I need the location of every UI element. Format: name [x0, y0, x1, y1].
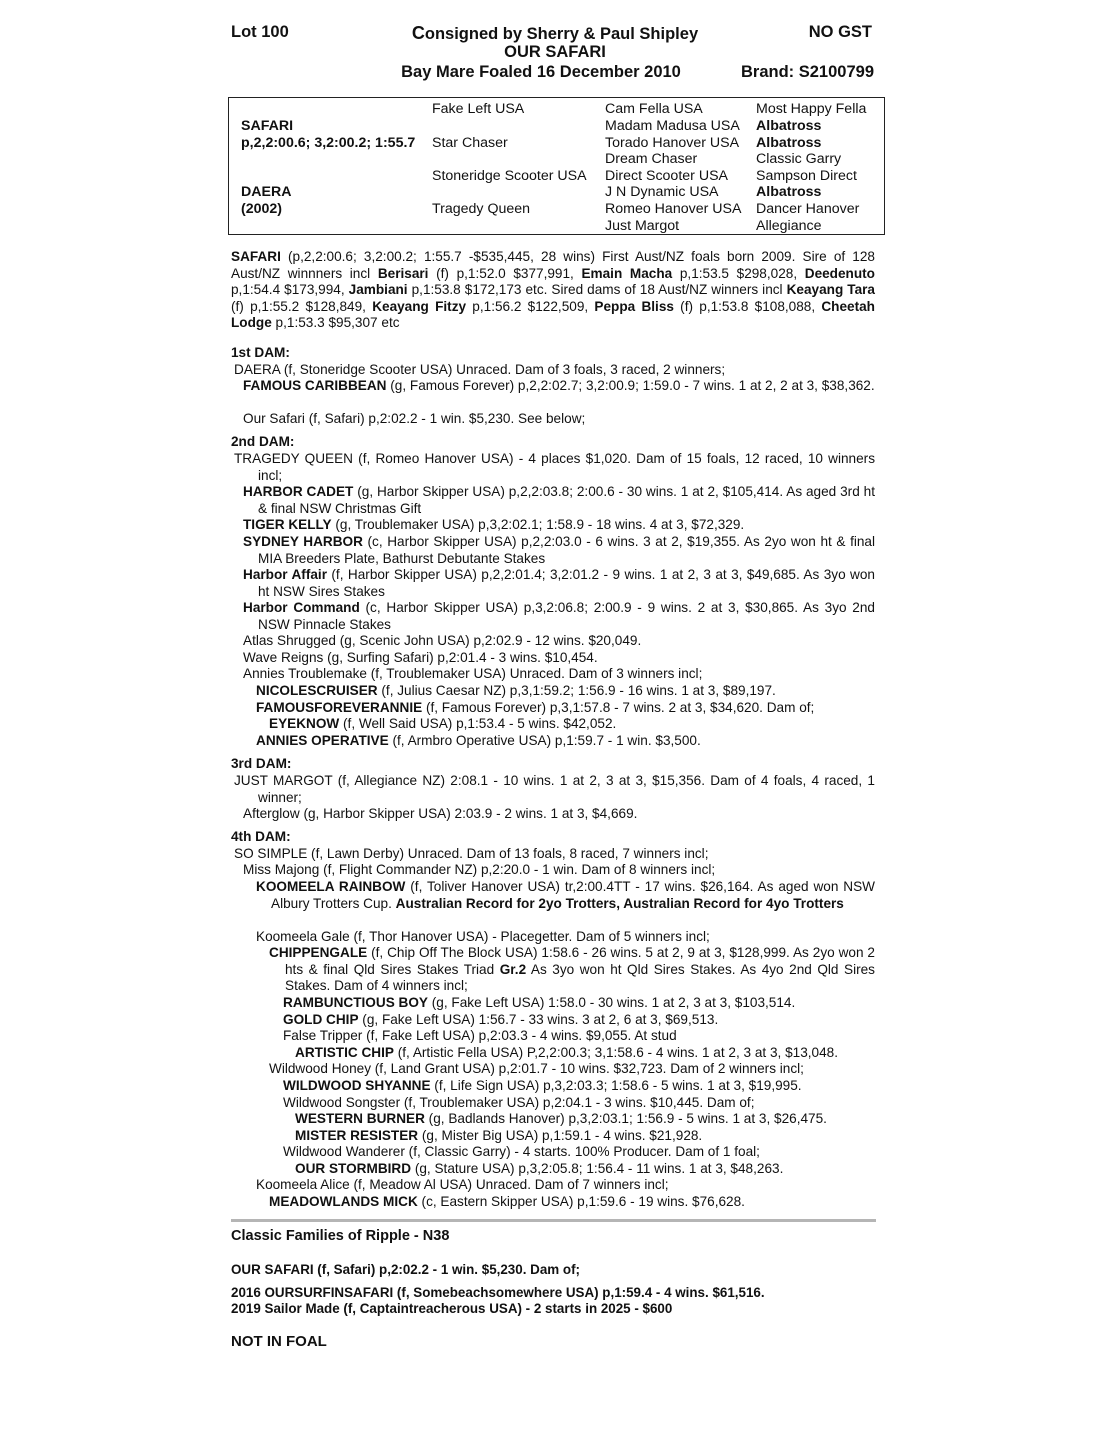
horse-record: (c, Eastern Skipper USA) p,1:59.6 - 19 wins. $76,628.: [417, 1194, 745, 1209]
dam4-western-burner: [295, 1111, 827, 1128]
brand: Brand: S2100799: [741, 63, 874, 81]
dam2-annies-operative: [256, 733, 701, 750]
pedigree-great-grandparent: Cam Fella USA: [605, 101, 703, 117]
record-note: Australian Record for 2yo Trotters, Australian Record for 4yo Trotters: [395, 895, 844, 911]
pedigree-great-grandparent: J N Dynamic USA: [605, 184, 719, 200]
dam4-intro: SO SIMPLE (f, Lawn Derby) Unraced. Dam of 13 foals, 8 raced, 7 winners incl;: [234, 846, 709, 861]
dam1-intro: DAERA (f, Stoneridge Scooter USA) Unraced. Dam of 3 foals, 3 raced, 2 winners;: [234, 362, 726, 377]
horse-name: KOOMEELA RAINBOW: [256, 879, 406, 894]
sire-text: (p,2,2:00.6; 3,2:00.2; 1:55.7 -$535,445, 28 wins) First Aust/NZ foals born 2009. Sire of 128 Aust/NZ winnners incl: [231, 249, 875, 281]
pedigree-table: [228, 97, 885, 235]
group-race: Gr.2: [499, 961, 527, 977]
horse-record: (g, Famous Forever) p,2,2:02.7; 3,2:00.9; 1:59.0 - 7 wins. 1 at 2, 2 at 3, $38,362.: [386, 378, 875, 393]
horse-record: (c, Harbor Skipper USA) p,2,2:03.0 - 6 wins. 3 at 2, $19,355. As 2yo won ht & final MIA Breeders Plate, Bathurst Debutante Stakes: [258, 534, 876, 566]
horse-record: (f, Artistic Fella USA) P,2,2:00.3; 3,1:58.6 - 4 wins. 1 at 2, 3 at 3, $13,048.: [393, 1045, 838, 1060]
pedigree-grandparent: Fake Left USA: [432, 101, 525, 117]
pedigree-ggg-parent: Albatross: [756, 184, 822, 200]
horse-name: MISTER RESISTER: [295, 1128, 419, 1143]
section-divider: [231, 1219, 876, 1222]
dam4-wildwood-honey: Wildwood Honey (f, Land Grant USA) p,2:01.7 - 10 wins. $32,723. Dam of 2 winners incl;: [269, 1061, 804, 1076]
pedigree-sire-record: p,2,2:00.6; 3,2:00.2; 1:55.7: [241, 135, 416, 151]
dam4-koomeela-rainbow: [256, 879, 875, 912]
dam2-eyeknow: [269, 716, 616, 733]
horse-record: (g, Mister Big USA) p,1:59.1 - 4 wins. $21,928.: [418, 1128, 703, 1143]
pedigree-ggg-parent: Classic Garry: [756, 151, 842, 167]
dam4-wildwood-wanderer: Wildwood Wanderer (f, Classic Garry) - 4 starts. 100% Producer. Dam of 1 foal;: [283, 1144, 760, 1159]
dam4-wildwood-shyanne: [283, 1078, 802, 1095]
section-heading-3rd-dam: 3rd DAM:: [231, 756, 292, 771]
dam2-sydney-harbor: [243, 534, 875, 567]
sire-progeny: Peppa Bliss: [594, 298, 674, 314]
horse-record: (f, Harbor Skipper USA) p,2,2:01.4; 3,2:01.2 - 9 wins. 1 at 2, 3 at 3, $49,685. As 3yo won ht NSW Sires Stakes: [258, 567, 875, 599]
pedigree-dam-year: (2002): [241, 201, 283, 217]
horse-record: (f, Well Said USA) p,1:53.4 - 5 wins. $42,052.: [339, 716, 617, 731]
sire-progeny: Deedenuto: [804, 265, 875, 281]
dam4-koomeela-alice: Koomeela Alice (f, Meadow Al USA) Unraced. Dam of 7 winners incl;: [256, 1177, 669, 1192]
sire-progeny: Keayang Tara: [786, 282, 875, 298]
pedigree-great-grandparent: Torado Hanover USA: [605, 135, 740, 151]
pedigree-great-grandparent: Direct Scooter USA: [605, 168, 728, 184]
horse-record: (f, Toliver Hanover USA) tr,2:00.4TT - 17 wins. $26,164. As aged won NSW Albury Trotters Cup.: [271, 879, 875, 911]
horse-name: TIGER KELLY: [243, 517, 332, 532]
dam3-afterglow: Afterglow (g, Harbor Skipper USA) 2:03.9 - 2 wins. 1 at 3, $4,669.: [243, 806, 638, 821]
dam2-tiger-kelly: [243, 517, 744, 534]
horse-record: (f, Chip Off The Block USA) 1:58.6 - 26 wins. 5 at 2, 9 at 3, $128,999. As 2yo won 2 hts & final Qld Sires Stakes Triad: [285, 945, 875, 977]
consignor-text: onsigned by Sherry & Paul Shipley: [424, 25, 699, 43]
sire-text: (f) p,1:53.8 $108,088,: [673, 298, 822, 314]
horse-name: ARTISTIC CHIP: [295, 1045, 394, 1060]
sire-progeny: Keayang Fitzy: [372, 298, 467, 314]
pedigree-grandparent: Stoneridge Scooter USA: [432, 168, 587, 184]
dam4-meadowlands-mick: [269, 1194, 745, 1211]
horse-description: Bay Mare Foaled 16 December 2010: [401, 63, 681, 81]
pedigree-ggg-parent: Albatross: [756, 135, 822, 151]
sire-progeny: Cheetah Lodge: [231, 298, 875, 331]
dam2-famousforeverannie: [256, 700, 814, 717]
horse-name: SYDNEY HARBOR: [243, 534, 363, 549]
classic-family: Classic Families of Ripple - N38: [231, 1228, 450, 1244]
horse-record: (g, Badlands Hanover) p,3,2:03.1; 1:56.9 - 5 wins. 1 at 3, $26,475.: [424, 1111, 827, 1126]
sire-progeny: Emain Macha: [581, 265, 673, 281]
pedigree-ggg-parent: Albatross: [756, 118, 822, 134]
consignor-initial: C: [411, 23, 425, 43]
horse-name: WESTERN BURNER: [295, 1111, 425, 1126]
horse-record: (f, Life Sign USA) p,3,2:03.3; 1:58.6 - 5 wins. 1 at 3, $19,995.: [430, 1078, 802, 1093]
sire-name: SAFARI: [231, 249, 281, 264]
dam4-false-tripper: False Tripper (f, Fake Left USA) p,2:03.3 - 4 wins. $9,055. At stud: [283, 1028, 677, 1043]
dam2-harbor-cadet: [243, 484, 875, 517]
dam4-rambunctious-boy: [283, 995, 795, 1012]
horse-record: (g, Fake Left USA) 1:58.0 - 30 wins. 1 at 2, 3 at 3, $103,514.: [428, 995, 796, 1010]
horse-record: (g, Stature USA) p,3,2:05.8; 1:56.4 - 11 wins. 1 at 3, $48,263.: [411, 1161, 784, 1176]
horse-name: OUR STORMBIRD: [295, 1161, 412, 1176]
dam1-our-safari: Our Safari (f, Safari) p,2:02.2 - 1 win. $5,230. See below;: [243, 411, 586, 426]
dam1-famous-caribbean: [243, 378, 875, 395]
horse-name: GOLD CHIP: [283, 1012, 359, 1027]
horse-record: (f, Armbro Operative USA) p,1:59.7 - 1 win. $3,500.: [388, 733, 701, 748]
horse-name: HARBOR CADET: [243, 484, 354, 499]
dam2-nicolescruiser: [256, 683, 776, 700]
section-heading-2nd-dam: 2nd DAM:: [231, 434, 295, 449]
horse-name: NICOLESCRUISER: [256, 683, 378, 698]
lot-number: Lot 100: [231, 23, 289, 41]
dam2-intro: TRAGEDY QUEEN (f, Romeo Hanover USA) - 4 places $1,020. Dam of 15 foals, 12 raced, 10 winners incl;: [234, 451, 875, 483]
produce-entry: 2019 Sailor Made (f, Captaintreacherous USA) - 2 starts in 2025 - $600: [231, 1301, 673, 1316]
horse-record: (c, Harbor Skipper USA) p,3,2:06.8; 2:00.9 - 9 wins. 2 at 3, $30,865. As 3yo 2nd NSW Pinnacle Stakes: [258, 600, 875, 632]
sire-progeny: Jambiani: [348, 282, 408, 298]
pedigree-grandparent: Tragedy Queen: [432, 201, 531, 217]
horse-record: (g, Troublemaker USA) p,3,2:02.1; 1:58.9 - 18 wins. 4 at 3, $72,329.: [331, 517, 745, 532]
dam4-our-stormbird: [295, 1161, 783, 1178]
dam4-miss-majong: Miss Majong (f, Flight Commander NZ) p,2:20.0 - 1 win. Dam of 8 winners incl;: [243, 862, 716, 877]
horse-name: WILDWOOD SHYANNE: [283, 1078, 431, 1093]
horse-name: OUR SAFARI: [504, 43, 606, 61]
horse-name: FAMOUS CARIBBEAN: [243, 378, 387, 393]
pedigree-ggg-parent: Allegiance: [756, 218, 822, 234]
horse-name: EYEKNOW: [269, 716, 340, 731]
section-heading-1st-dam: 1st DAM:: [231, 345, 290, 360]
section-heading-4th-dam: 4th DAM:: [231, 829, 291, 844]
horse-name: FAMOUSFOREVERANNIE: [256, 700, 423, 715]
dam3-intro: JUST MARGOT (f, Allegiance NZ) 2:08.1 - 10 wins. 1 at 2, 3 at 3, $15,356. Dam of 4 foals, 4 raced, 1 winner;: [234, 773, 875, 805]
sire-text: (f) p,1:52.0 $377,991,: [428, 265, 582, 281]
our-safari-record: OUR SAFARI (f, Safari) p,2:02.2 - 1 win. $5,230. Dam of;: [231, 1262, 580, 1277]
pedigree-ggg-parent: Dancer Hanover: [756, 201, 860, 217]
dam2-wave-reigns: Wave Reigns (g, Surfing Safari) p,2:01.4 - 3 wins. $10,454.: [243, 650, 598, 665]
pedigree-ggg-parent: Most Happy Fella: [756, 101, 867, 117]
dam2-harbor-command: [243, 600, 875, 633]
dam4-wildwood-songster: Wildwood Songster (f, Troublemaker USA) p,2:04.1 - 3 wins. $10,445. Dam of;: [283, 1095, 755, 1110]
sire-text: p,1:53.8 $172,173 etc. Sired dams of 18 Aust/NZ winners incl: [407, 282, 787, 298]
pedigree-great-grandparent: Madam Madusa USA: [605, 118, 740, 134]
horse-name: ANNIES OPERATIVE: [256, 733, 389, 748]
dam4-chippengale: [269, 945, 875, 995]
pedigree-sire: SAFARI: [241, 118, 294, 134]
dam4-artistic-chip: [295, 1045, 838, 1062]
horse-record: (g, Fake Left USA) 1:56.7 - 33 wins. 3 at 2, 6 at 3, $69,513.: [358, 1012, 719, 1027]
dam4-gold-chip: [283, 1012, 718, 1029]
dam2-annies-troublemake: Annies Troublemake (f, Troublemaker USA) Unraced. Dam of 3 winners incl;: [243, 666, 703, 681]
horse-record: As 3yo won ht Qld Sires Stakes. As 4yo 2nd Qld Sires Stakes. Dam of 4 winners incl;: [285, 961, 875, 994]
pedigree-dam: DAERA: [241, 184, 292, 200]
sire-progeny: Berisari: [377, 265, 429, 281]
pedigree-great-grandparent: Just Margot: [605, 218, 680, 234]
sire-text: p,1:56.2 $122,509,: [466, 298, 595, 314]
dam4-koomeela-gale: Koomeela Gale (f, Thor Hanover USA) - Placegetter. Dam of 5 winners incl;: [256, 929, 710, 944]
horse-name: Harbor Affair: [243, 567, 327, 582]
sire-text: p,1:53.3 $95,307 etc: [271, 315, 400, 331]
horse-record: (f, Famous Forever) p,3,1:57.8 - 7 wins. 2 at 3, $34,620. Dam of;: [422, 700, 815, 715]
horse-name: RAMBUNCTIOUS BOY: [283, 995, 428, 1010]
horse-record: (g, Harbor Skipper USA) p,2,2:03.8; 2:00.6 - 30 wins. 1 at 2, $105,414. As aged 3rd ht & final NSW Christmas Gift: [258, 484, 875, 516]
horse-name: MEADOWLANDS MICK: [269, 1194, 418, 1209]
pedigree-grandparent: Star Chaser: [432, 135, 508, 151]
horse-record: (f, Julius Caesar NZ) p,3,1:59.2; 1:56.9 - 16 wins. 1 at 3, $89,197.: [377, 683, 776, 698]
dam2-atlas-shrugged: Atlas Shrugged (g, Scenic John USA) p,2:02.9 - 12 wins. $20,049.: [243, 633, 642, 648]
pedigree-great-grandparent: Dream Chaser: [605, 151, 698, 167]
dam4-mister-resister: [295, 1128, 702, 1145]
produce-entry: 2016 OURSURFINSAFARI (f, Somebeachsomewhere USA) p,1:59.4 - 4 wins. $61,516.: [231, 1285, 765, 1300]
pedigree-great-grandparent: Romeo Hanover USA: [605, 201, 742, 217]
consignor: [412, 23, 698, 44]
foal-status: NOT IN FOAL: [231, 1333, 327, 1350]
dam2-harbor-affair: [243, 567, 875, 600]
horse-name: Harbor Command: [243, 600, 360, 615]
pedigree-ggg-parent: Sampson Direct: [756, 168, 857, 184]
horse-name: CHIPPENGALE: [269, 945, 368, 960]
sire-text: p,1:54.4 $173,994,: [231, 282, 349, 298]
sire-summary: [231, 249, 875, 332]
sire-text: p,1:53.5 $298,028,: [672, 265, 805, 281]
sire-text: (f) p,1:55.2 $128,849,: [231, 298, 373, 314]
gst-status: NO GST: [808, 23, 872, 41]
